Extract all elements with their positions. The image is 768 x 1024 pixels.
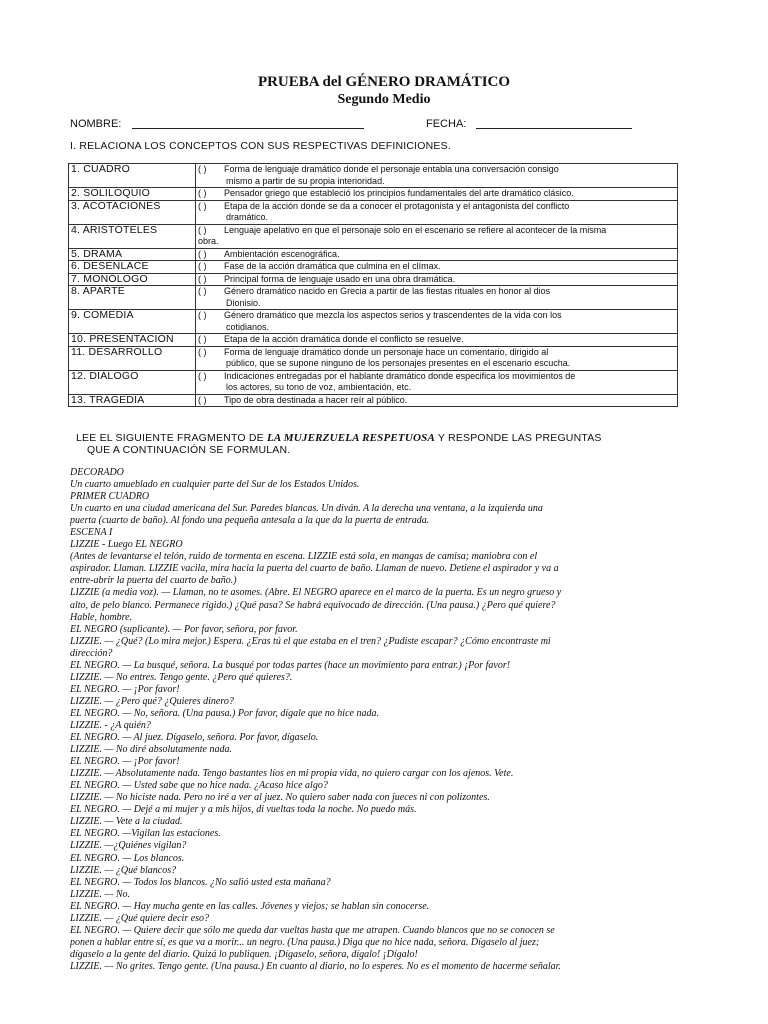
definition-cell xyxy=(196,394,678,407)
answer-blank[interactable]: ( ) xyxy=(198,346,207,357)
concept-cell: 1. CUADRO xyxy=(69,164,196,188)
answer-blank[interactable]: ( ) xyxy=(198,188,207,198)
passage-line: EL NEGRO. — Dejé a mi mujer y a mis hijos, di vueltas toda la noche. No puedo más. xyxy=(70,804,417,816)
reading-instructions xyxy=(76,432,696,456)
passage-line: EL NEGRO. — Todos los blancos. ¿No salió usted esta mañana? xyxy=(70,876,331,888)
definition-text: Etapa de la acción donde se da a conocer el protagonista y el antagonista del conflicto xyxy=(224,200,570,211)
passage-line: LIZZIE. — ¿Qué? (Lo mira mejor.) Espera. ¿Eras tú el que estaba en el tren? ¿Pudiste escapar? ¿Cómo encontraste mi xyxy=(70,635,551,647)
answer-blank[interactable]: ( ) xyxy=(198,273,207,284)
definition-text: Forma de lenguaje dramático donde el personaje entabla una conversación consigo xyxy=(224,164,559,174)
definition-cell xyxy=(196,310,678,334)
passage-line: dirección? xyxy=(70,647,113,659)
table-row xyxy=(69,164,678,188)
definition-text: Ambientación escenográfica. xyxy=(224,248,340,259)
passage-line: LIZZIE. — ¿Qué blancos? xyxy=(70,864,177,876)
passage-line: LIZZIE. — ¿Pero qué? ¿Quieres dinero? xyxy=(70,695,234,707)
definition-cell xyxy=(196,224,678,248)
definition-cell xyxy=(196,261,678,274)
section-heading: I. RELACIONA LOS CONCEPTOS CON SUS RESPECTIVAS DEFINICIONES. xyxy=(70,140,451,152)
passage-line: EL NEGRO. — ¡Por favor! xyxy=(70,683,180,695)
passage-line: LIZZIE. — No grites. Tengo gente. (Una pausa.) En cuanto al diario, no lo esperes. No es el momento de hacerme señalar. xyxy=(70,960,561,972)
definition-continuation: los actores, su tono de voz, ambientación, etc. xyxy=(226,382,412,392)
name-field[interactable] xyxy=(132,128,364,129)
table-row xyxy=(69,261,678,274)
passage-line: EL NEGRO. — Usted sabe que no hice nada. ¿Acaso hice algo? xyxy=(70,780,328,792)
definition-continuation: obra. xyxy=(198,236,219,246)
definition-text: Género dramático nacido en Grecia a partir de las fiestas rituales en honor al dios xyxy=(224,286,551,296)
definition-cell xyxy=(196,370,678,394)
passage-line: LIZZIE. —¿Quiénes vigilan? xyxy=(70,840,187,852)
answer-blank[interactable]: ( ) xyxy=(198,334,207,344)
definition-cell xyxy=(196,164,678,188)
definition-text: Género dramático que mezcla los aspectos serios y trascendentes de la vida con los xyxy=(224,310,562,320)
passage-line: dígaselo a la gente del diario. Quizá lo publiquen. ¡Dígaselo, señora, dígalo! ¡Dígalo! xyxy=(70,948,418,960)
definition-continuation: público, que se supone ninguno de los personajes presentes en el escenario escucha. xyxy=(226,358,571,368)
instructions-line2: QUE A CONTINUACIÓN SE FORMULAN. xyxy=(87,444,291,456)
table-row xyxy=(69,334,678,347)
passage-line: EL NEGRO. — Quiere decir que sólo me queda dar vueltas hasta que me atrapen. Cuando blancos que no se conocen se xyxy=(70,924,555,936)
concept-cell: 2. SOLILOQUIO xyxy=(69,188,196,201)
date-label: FECHA: xyxy=(426,118,467,130)
definition-cell xyxy=(196,334,678,347)
concept-cell: 4. ARISTÓTELES xyxy=(69,224,196,248)
student-info xyxy=(70,116,690,132)
definition-continuation: dramático. xyxy=(226,212,269,222)
instructions-pre: LEE EL SIGUIENTE FRAGMENTO DE xyxy=(76,432,267,444)
definition-text: Indicaciones entregadas por el hablante dramático donde especifica los movimientos de xyxy=(224,370,576,381)
page-subtitle: Segundo Medio xyxy=(337,92,431,107)
passage-line: LIZZIE. — No diré absolutamente nada. xyxy=(70,744,232,756)
passage-line: ponen a hablar entre sí, es que va a morir... un negro. (Una pausa.) Diga que no hice nada, señora. Dígaselo al juez; xyxy=(70,936,540,948)
passage-line: LIZZIE. — No entres. Tengo gente. ¿Pero qué quieres?. xyxy=(70,671,293,683)
instructions-post: Y RESPONDE LAS PREGUNTAS xyxy=(434,432,602,444)
definition-cell xyxy=(196,273,678,286)
passage-line: LIZZIE. — ¿Qué quiere decir eso? xyxy=(70,912,210,924)
answer-blank[interactable]: ( ) xyxy=(198,286,207,296)
concept-cell: 8. APARTE xyxy=(69,286,196,310)
table-row xyxy=(69,394,678,407)
definition-cell xyxy=(196,346,678,370)
definition-cell xyxy=(196,286,678,310)
passage-line: LIZZIE. — Vete a la ciudad. xyxy=(70,816,183,828)
passage-line: ESCENA I xyxy=(70,527,113,539)
date-field[interactable] xyxy=(476,128,632,129)
table-row xyxy=(69,273,678,286)
matching-table xyxy=(68,163,678,407)
concept-cell: 10. PRESENTACIÓN xyxy=(69,334,196,347)
passage-line: Hable, hombre. xyxy=(70,611,133,623)
passage-line: EL NEGRO. — ¡Por favor! xyxy=(70,756,180,768)
passage-line: LIZZIE. — No hiciste nada. Pero no iré a ver al juez. No quiero saber nada con jueces ni con polizontes. xyxy=(70,792,490,804)
passage-line: LIZZIE. — No. xyxy=(70,888,131,900)
answer-blank[interactable]: ( ) xyxy=(198,200,207,211)
table-row xyxy=(69,346,678,370)
concept-cell: 3. ACOTACIONES xyxy=(69,200,196,224)
definition-text: Pensador griego que estableció los principios fundamentales del arte dramático clásico. xyxy=(224,188,574,198)
answer-blank[interactable]: ( ) xyxy=(198,370,207,381)
passage-line: EL NEGRO. — Hay mucha gente en las calles. Jóvenes y viejos; se hablan sin conocerse. xyxy=(70,900,430,912)
answer-blank[interactable]: ( ) xyxy=(198,164,207,174)
passage-line: EL NEGRO. — La busqué, señora. La busqué por todas partes (hace un movimiento para entrar.) ¡Por favor! xyxy=(70,659,511,671)
definition-continuation: Dionisio. xyxy=(226,297,261,308)
table-row xyxy=(69,200,678,224)
table-row xyxy=(69,370,678,394)
passage-line: DECORADO xyxy=(70,467,124,478)
passage-line: entre-abrir la puerta del cuarto de baño.) xyxy=(70,575,237,587)
passage-line: alto, de pelo blanco. Permanece rígido.) ¿Qué pasa? Se habrá equivocado de dirección. (Una pausa.) ¿Pero qué quiere? xyxy=(70,599,556,611)
answer-blank[interactable]: ( ) xyxy=(198,261,207,271)
definition-text: Forma de lenguaje dramático donde un personaje hace un comentario, dirigido al xyxy=(224,346,549,357)
passage-line: EL NEGRO. — No, señora. (Una pausa.) Por favor, dígale que no hice nada. xyxy=(70,707,379,719)
answer-blank[interactable]: ( ) xyxy=(198,310,207,320)
passage-line: LIZZIE. - ¿A quién? xyxy=(70,719,151,731)
answer-blank[interactable]: ( ) xyxy=(198,224,207,235)
definition-cell xyxy=(196,200,678,224)
passage-line: (Antes de levantarse el telón, ruido de tormenta en escena. LIZZIE está sola, en mangas de camisa; maniobra con el xyxy=(70,551,538,563)
passage-line: EL NEGRO. — Los blancos. xyxy=(70,852,185,864)
concept-cell: 7. MONÓLOGO xyxy=(69,273,196,286)
definition-cell xyxy=(196,248,678,261)
table-row xyxy=(69,310,678,334)
definition-text: Principal forma de lenguaje usado en una obra dramática. xyxy=(224,273,456,284)
passage-line: LIZZIE - Luego EL NEGRO xyxy=(70,539,183,551)
passage-line: Un cuarto en una ciudad americana del Sur. Paredes blancas. Un diván. A la derecha una ventana, a la izquierda una xyxy=(70,503,543,515)
definition-text: Lenguaje apelativo en que el personaje solo en el escenario se refiere al acontecer de la misma xyxy=(224,224,607,235)
passage-line: EL NEGRO. —Vigilan las estaciones. xyxy=(70,828,221,840)
definition-continuation: mismo a partir de su propia interioridad. xyxy=(226,175,385,186)
table-row xyxy=(69,188,678,201)
passage-line: EL NEGRO. — Al juez. Dígaselo, señora. Por favor, dígaselo. xyxy=(70,732,319,744)
answer-blank[interactable]: ( ) xyxy=(198,394,207,405)
answer-blank[interactable]: ( ) xyxy=(198,248,207,259)
play-excerpt xyxy=(70,467,700,973)
passage-line: aspirador. Llaman. LIZZIE vacila, mira hacia la puerta del cuarto de baño. Llaman de nuevo. Detiene el aspirador y va a xyxy=(70,563,559,575)
passage-line: LIZZIE (a media voz). — Llaman, no te asomes. (Abre. El NEGRO aparece en el marco de la puerta. Es un negro grueso y xyxy=(70,587,562,599)
work-title: LA MUJERZUELA RESPETUOSA xyxy=(266,432,435,444)
name-label: NOMBRE: xyxy=(70,118,122,130)
definition-text: Tipo de obra destinada a hacer reír al público. xyxy=(224,394,408,405)
passage-line: EL NEGRO (suplicante). — Por favor, señora, por favor. xyxy=(70,623,298,635)
table-row xyxy=(69,286,678,310)
concept-cell: 5. DRAMA xyxy=(69,248,196,261)
passage-line: puerta (cuarto de baño). Al fondo una pequeña antesala a la que da la puerta de entrada. xyxy=(70,515,430,527)
definition-text: Etapa de la acción dramática donde el conflicto se resuelve. xyxy=(224,334,464,344)
concept-cell: 12. DIÁLOGO xyxy=(69,370,196,394)
table-row xyxy=(69,248,678,261)
passage-line: LIZZIE. — Absolutamente nada. Tengo bastantes líos en mi propia vida, no quiero cargar con los ajenos. Vete. xyxy=(70,768,514,780)
concept-cell: 6. DESENLACE xyxy=(69,261,196,274)
passage-line: Un cuarto amueblado en cualquier parte del Sur de los Estados Unidos. xyxy=(70,479,360,491)
definition-text: Fase de la acción dramática que culmina en el clímax. xyxy=(224,261,441,271)
definition-cell xyxy=(196,188,678,201)
passage-line: PRIMER CUADRO xyxy=(70,491,150,503)
page-title: PRUEBA del GÉNERO DRAMÁTICO xyxy=(257,74,511,90)
concept-cell: 11. DESARROLLO xyxy=(69,346,196,370)
table-row xyxy=(69,224,678,248)
definition-continuation: cotidianos. xyxy=(226,321,270,332)
concept-cell: 9. COMEDIA xyxy=(69,310,196,334)
concept-cell: 13. TRAGEDIA xyxy=(69,394,196,407)
